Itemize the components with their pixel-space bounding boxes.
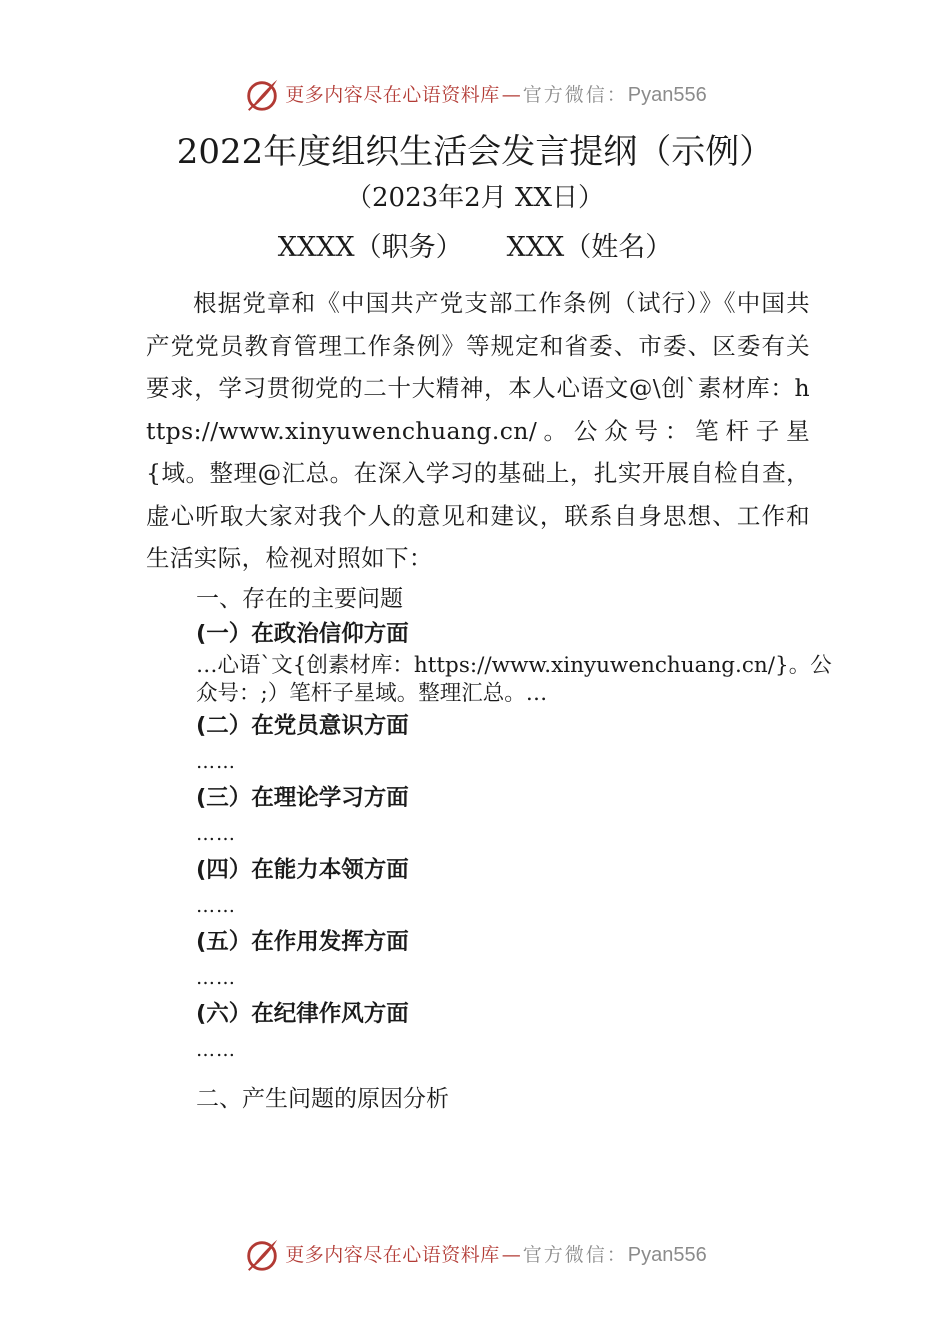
subsection-heading: (三）在理论学习方面 [196,785,409,811]
subsection-content: …… [196,823,236,845]
speaker-name: XXX（姓名） [506,232,673,263]
banner-wechat-label: 官方微信： [522,84,628,106]
subsection-heading: (二）在党员意识方面 [196,713,409,739]
section-1-title: 一、存在的主要问题 [196,586,403,612]
speaker-position: XXXX（职务） [277,232,463,263]
subsection-content: …… [196,967,236,989]
subsection-heading: (一）在政治信仰方面 [196,621,409,647]
outline [196,582,836,1116]
banner-library-text: 更多内容尽在心语资料库 [285,1244,500,1266]
footer-banner [0,1236,950,1274]
subsection-content: …… [196,895,236,917]
subsection-content: …… [196,1039,236,1061]
banner-wechat-id: Pyan556 [627,1244,707,1266]
banner-dash: — [501,84,521,106]
subsection-heading: (四）在能力本领方面 [196,857,409,883]
speaker-line [0,230,950,266]
banner-wechat-id: Pyan556 [627,84,707,106]
section-2-title: 二、产生问题的原因分析 [196,1086,449,1112]
subsection-heading: (六）在纪律作风方面 [196,1001,409,1027]
banner-dash: — [501,1244,521,1266]
document-date: （2023年2月 XX日） [346,183,604,213]
subsection-heading: (五）在作用发挥方面 [196,929,409,955]
banner-library-text: 更多内容尽在心语资料库 [285,84,500,106]
intro-paragraph: 根据党章和《中国共产党支部工作条例（试行）》《中国共产党党员教育管理工作条例》等规定和省委、市委、区委有关要求，学习贯彻党的二十大精神，本人心语文@\创`素材库：https://www.xinyuwenchuang.cn/。公众号：笔杆子星{域。整理@汇总。在深入学习的基础上，扎实开展自检自查，虚心听取大家对我个人的意见和建议，联系自身思想、工作和生活实际，检视对照如下： [146,289,810,572]
quill-logo-icon [243,1236,281,1274]
quill-logo-icon [243,76,281,114]
subsection-content: …心语`文{创素材库：https://www.xinyuwenchuang.cn/}。公众号：;）笔杆子星域。整理汇总。… [196,653,832,706]
document-title: 2022年度组织生活会发言提纲（示例） [176,132,774,172]
header-banner [0,76,950,114]
banner-wechat-label: 官方微信： [522,1244,628,1266]
subsection-content: …… [196,751,236,773]
